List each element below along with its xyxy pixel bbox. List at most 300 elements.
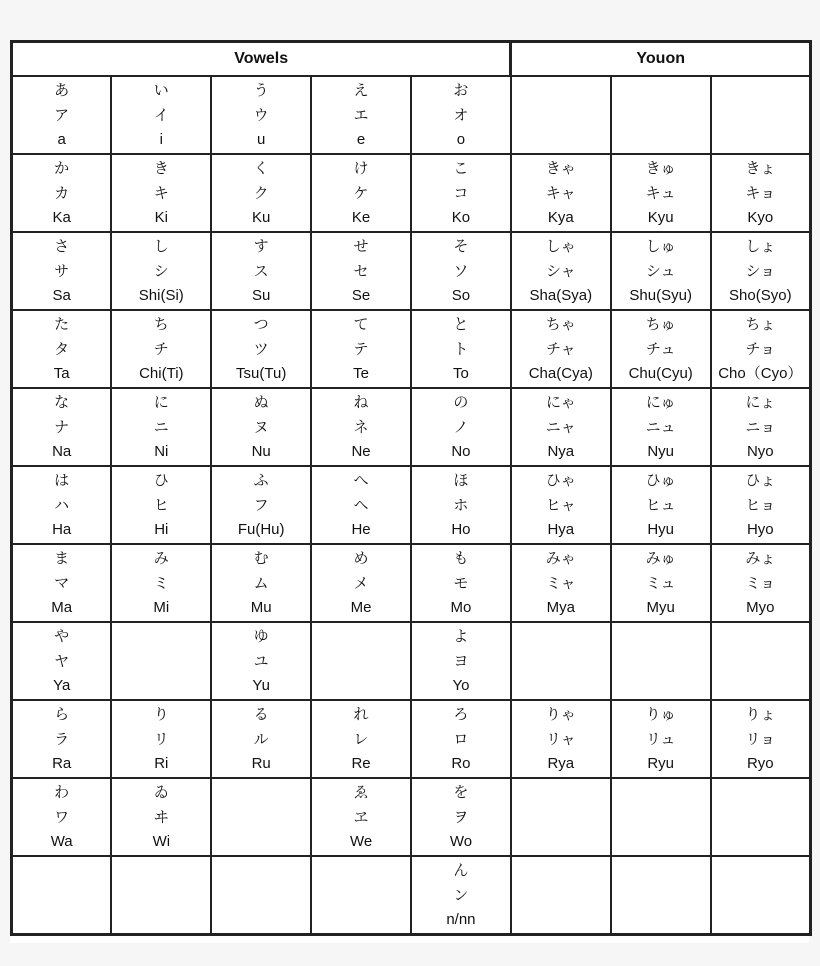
kana-cell [111, 778, 211, 856]
katakana: ニュ [645, 418, 676, 436]
table-row [12, 544, 811, 622]
katakana: キョ [745, 184, 776, 202]
kana-cell [411, 466, 511, 544]
romaji: Kya [547, 209, 574, 226]
katakana: コ [453, 184, 469, 202]
kana-cell [111, 232, 211, 310]
katakana: ト [453, 340, 469, 358]
hiragana: す [253, 237, 269, 255]
hiragana: ゆ [253, 627, 269, 645]
romaji: Ka [52, 209, 71, 226]
empty-cell [111, 622, 211, 700]
romaji: So [451, 287, 471, 304]
empty-cell [711, 76, 811, 154]
katakana: リ [153, 730, 169, 748]
kana-cell [12, 544, 112, 622]
kana-cell [411, 310, 511, 388]
hiragana: り [153, 705, 169, 723]
kana-cell-content [412, 79, 510, 151]
romaji: Yu [252, 677, 270, 694]
hiragana: め [353, 549, 369, 567]
romaji: No [451, 443, 471, 460]
hiragana: せ [353, 237, 369, 255]
kana-cell-content [13, 547, 110, 619]
romaji: Ro [451, 755, 471, 772]
hiragana: に [153, 393, 169, 411]
kana-cell [411, 232, 511, 310]
empty-cell [511, 778, 611, 856]
romaji: Ne [351, 443, 371, 460]
empty-cell [111, 856, 211, 935]
kana-cell-content [512, 313, 610, 385]
romaji: Ke [351, 209, 371, 226]
romaji: a [57, 131, 66, 148]
kana-cell [511, 154, 611, 232]
katakana: ツ [253, 340, 269, 358]
kana-cell-content [13, 391, 110, 463]
kana-cell [111, 154, 211, 232]
table-row [12, 310, 811, 388]
katakana: フ [253, 496, 269, 514]
hiragana: け [353, 159, 369, 177]
katakana: ワ [54, 808, 70, 826]
kana-cell-content [112, 391, 210, 463]
katakana: ノ [453, 418, 469, 436]
kana-cell [12, 778, 112, 856]
katakana: ナ [54, 418, 70, 436]
kana-cell-content [412, 547, 510, 619]
hiragana: そ [453, 237, 469, 255]
katakana: ヘ [353, 496, 369, 514]
table-row [12, 76, 811, 154]
empty-cell [711, 778, 811, 856]
kana-cell [211, 388, 311, 466]
romaji: Hyo [746, 521, 774, 538]
kana-cell [511, 544, 611, 622]
kana-cell-content [412, 391, 510, 463]
katakana: チ [153, 340, 169, 358]
katakana: ラ [54, 730, 70, 748]
kana-cell [111, 76, 211, 154]
kana-cell-content [112, 703, 210, 775]
kana-cell-content [212, 235, 310, 307]
kana-cell [111, 544, 211, 622]
hiragana: き [153, 159, 169, 177]
hiragana: は [54, 471, 70, 489]
hiragana: りゅ [645, 705, 676, 723]
romaji: Wo [449, 833, 473, 850]
empty-cell [12, 856, 112, 935]
hiragana: ま [54, 549, 70, 567]
kana-cell-content [13, 79, 110, 151]
romaji: Wi [152, 833, 171, 850]
youon-header: Youon [511, 42, 811, 77]
kana-cell [211, 466, 311, 544]
katakana: ヤ [54, 652, 70, 670]
katakana: メ [353, 574, 369, 592]
empty-cell [711, 856, 811, 935]
kana-cell [511, 310, 611, 388]
kana-cell [12, 700, 112, 778]
empty-cell [311, 622, 411, 700]
kana-cell-content [712, 469, 809, 541]
kana-cell [611, 310, 711, 388]
kana-cell [511, 388, 611, 466]
kana-cell [12, 622, 112, 700]
kana-cell-content [612, 469, 710, 541]
hiragana: きょ [745, 159, 776, 177]
katakana: ア [54, 106, 70, 124]
kana-cell-content [13, 703, 110, 775]
hiragana: ひゅ [645, 471, 676, 489]
romaji: Ta [53, 365, 70, 382]
romaji: Wa [50, 833, 73, 850]
kana-cell [311, 466, 411, 544]
hiragana: きゅ [645, 159, 676, 177]
romaji: Yo [452, 677, 470, 694]
hiragana: にゃ [545, 393, 576, 411]
romaji: Se [351, 287, 371, 304]
kana-cell [611, 700, 711, 778]
katakana: オ [453, 106, 469, 124]
romaji: Chu(Cyu) [628, 365, 693, 382]
kana-cell-content [212, 703, 310, 775]
hiragana: る [253, 705, 269, 723]
kana-chart [10, 40, 809, 943]
kana-cell-content [212, 313, 310, 385]
kana-cell-content [412, 157, 510, 229]
hiragana: お [453, 81, 469, 99]
kana-cell-content [112, 313, 210, 385]
hiragana: い [153, 81, 169, 99]
kana-cell-content [412, 469, 510, 541]
hiragana: て [353, 315, 369, 333]
kana-cell-content [612, 313, 710, 385]
katakana: シュ [645, 262, 676, 280]
kana-cell [111, 310, 211, 388]
kana-cell [411, 778, 511, 856]
hiragana: ね [353, 393, 369, 411]
katakana: ニョ [745, 418, 776, 436]
romaji: i [159, 131, 163, 148]
katakana: ム [253, 574, 269, 592]
kana-cell [611, 154, 711, 232]
hiragana: さ [54, 237, 70, 255]
kana-cell-content [13, 781, 110, 853]
kana-cell [311, 232, 411, 310]
katakana: ス [253, 262, 269, 280]
hiragana: も [453, 549, 469, 567]
kana-cell-content [112, 157, 210, 229]
kana-cell-content [312, 313, 410, 385]
romaji: Ryo [746, 755, 774, 772]
romaji: Nya [547, 443, 575, 460]
katakana: ショ [745, 262, 776, 280]
kana-cell [12, 76, 112, 154]
kana-cell [511, 466, 611, 544]
empty-cell [611, 778, 711, 856]
katakana: ミ [153, 574, 169, 592]
romaji: o [456, 131, 466, 148]
hiragana: や [54, 627, 70, 645]
katakana: ケ [353, 184, 369, 202]
hiragana: ふ [253, 471, 269, 489]
hiragana: あ [54, 81, 70, 99]
hiragana: みゅ [645, 549, 676, 567]
romaji: Ri [154, 755, 169, 772]
katakana: キュ [645, 184, 676, 202]
hiragana: りょ [745, 705, 776, 723]
table-row [12, 154, 811, 232]
empty-cell [311, 856, 411, 935]
kana-cell-content [13, 625, 110, 697]
kana-cell [411, 388, 511, 466]
kana-cell [411, 700, 511, 778]
hiragana: ひ [153, 471, 169, 489]
katakana: ホ [453, 496, 469, 514]
romaji: Ryu [647, 755, 675, 772]
romaji: Hi [154, 521, 169, 538]
kana-cell-content [512, 391, 610, 463]
kana-cell-content [212, 469, 310, 541]
katakana: ソ [453, 262, 469, 280]
kana-cell [12, 310, 112, 388]
table-row [12, 622, 811, 700]
kana-cell-content [612, 547, 710, 619]
romaji: Nyu [647, 443, 675, 460]
kana-cell [611, 232, 711, 310]
hiragana: ゐ [153, 783, 169, 801]
table-row [12, 388, 811, 466]
kana-cell [511, 700, 611, 778]
romaji: Cha(Cya) [528, 365, 593, 382]
table-row [12, 778, 811, 856]
hiragana: ちゅ [645, 315, 676, 333]
hiragana: ぬ [253, 393, 269, 411]
kana-cell-content [312, 469, 410, 541]
katakana: ロ [453, 730, 469, 748]
kana-cell-content [612, 703, 710, 775]
katakana: リュ [645, 730, 676, 748]
hiragana: と [453, 315, 469, 333]
kana-cell-content [412, 235, 510, 307]
romaji: Me [350, 599, 372, 616]
hiragana: み [153, 549, 169, 567]
hiragana: ひょ [745, 471, 776, 489]
kana-cell-content [212, 547, 310, 619]
kana-cell [611, 544, 711, 622]
romaji: Myu [646, 599, 675, 616]
katakana: タ [54, 340, 70, 358]
hiragana: しょ [745, 237, 776, 255]
kana-cell-content [212, 391, 310, 463]
hiragana: にょ [745, 393, 776, 411]
romaji: Sha(Sya) [529, 287, 593, 304]
romaji: Tsu(Tu) [236, 365, 287, 382]
romaji: Ru [251, 755, 271, 772]
hiragana: ろ [453, 705, 469, 723]
kana-cell [411, 76, 511, 154]
kana-cell-content [112, 235, 210, 307]
katakana: ヰ [153, 808, 169, 826]
kana-cell-content [512, 469, 610, 541]
romaji: Fu(Hu) [237, 521, 285, 538]
kana-cell [711, 154, 811, 232]
katakana: ウ [253, 106, 269, 124]
kana-cell [311, 76, 411, 154]
kana-cell-content [612, 391, 710, 463]
romaji: e [356, 131, 366, 148]
table-row [12, 700, 811, 778]
katakana: サ [54, 262, 70, 280]
kana-cell [12, 466, 112, 544]
kana-cell [311, 154, 411, 232]
kana-cell [711, 388, 811, 466]
katakana: ク [253, 184, 269, 202]
vowels-header: Vowels [12, 42, 511, 77]
kana-table [10, 40, 812, 936]
kana-cell [611, 388, 711, 466]
hiragana: ちょ [745, 315, 776, 333]
kana-cell-content [112, 781, 210, 853]
hiragana: みゃ [545, 549, 576, 567]
table-row [12, 232, 811, 310]
kana-cell [211, 310, 311, 388]
kana-cell [311, 778, 411, 856]
romaji: Mu [250, 599, 272, 616]
romaji: Ya [53, 677, 71, 694]
katakana: モ [453, 574, 469, 592]
kana-cell-content [712, 391, 809, 463]
romaji: Sa [52, 287, 71, 304]
kana-cell-content [212, 79, 310, 151]
kana-cell [711, 232, 811, 310]
katakana: イ [153, 106, 169, 124]
katakana: エ [353, 106, 369, 124]
table-row [12, 466, 811, 544]
hiragana: つ [253, 315, 269, 333]
romaji: Ni [154, 443, 169, 460]
romaji: Mya [546, 599, 575, 616]
kana-cell [711, 700, 811, 778]
hiragana: きゃ [545, 159, 576, 177]
katakana: セ [353, 262, 369, 280]
romaji: Shi(Si) [138, 287, 184, 304]
hiragana: しゅ [645, 237, 676, 255]
hiragana: れ [353, 705, 369, 723]
kana-rows [12, 76, 811, 935]
kana-cell [111, 700, 211, 778]
kana-cell-content [612, 157, 710, 229]
kana-cell [211, 154, 311, 232]
romaji: Rya [547, 755, 575, 772]
kana-cell-content [212, 625, 310, 697]
kana-cell-content [512, 157, 610, 229]
kana-cell [611, 466, 711, 544]
hiragana: ほ [453, 471, 469, 489]
kana-cell-content [512, 547, 610, 619]
empty-cell [511, 856, 611, 935]
kana-cell-content [112, 469, 210, 541]
katakana: キャ [545, 184, 576, 202]
hiragana: か [54, 159, 70, 177]
kana-cell-content [612, 235, 710, 307]
katakana: ニ [153, 418, 169, 436]
kana-cell-content [112, 547, 210, 619]
katakana: ヒャ [545, 496, 576, 514]
katakana: リョ [745, 730, 776, 748]
katakana: ヲ [453, 808, 469, 826]
katakana: ハ [54, 496, 70, 514]
kana-cell [111, 466, 211, 544]
katakana: チャ [546, 340, 576, 358]
katakana: ヨ [453, 652, 469, 670]
romaji: Su [252, 287, 271, 304]
hiragana: く [253, 159, 269, 177]
romaji: Ra [52, 755, 72, 772]
romaji: Te [353, 365, 369, 382]
katakana: ユ [253, 652, 269, 670]
kana-cell [311, 700, 411, 778]
hiragana: む [253, 549, 269, 567]
katakana: レ [353, 730, 369, 748]
kana-cell [411, 154, 511, 232]
romaji: Ku [252, 209, 271, 226]
romaji: Nu [251, 443, 271, 460]
hiragana: ひゃ [545, 471, 576, 489]
romaji: Ma [51, 599, 73, 616]
kana-cell [211, 544, 311, 622]
katakana: チュ [645, 340, 676, 358]
romaji: Hya [547, 521, 575, 538]
kana-cell [711, 544, 811, 622]
katakana: キ [153, 184, 169, 202]
kana-cell-content [712, 547, 809, 619]
romaji: Kyu [647, 209, 674, 226]
romaji: Sho(Syo) [729, 287, 792, 304]
kana-cell [311, 544, 411, 622]
kana-cell [211, 76, 311, 154]
katakana: テ [353, 340, 369, 358]
hiragana: りゃ [545, 705, 576, 723]
kana-cell-content [112, 79, 210, 151]
kana-cell-content [412, 703, 510, 775]
kana-cell-content [712, 157, 809, 229]
katakana: リャ [546, 730, 576, 748]
kana-cell-content [712, 313, 809, 385]
empty-cell [211, 856, 311, 935]
romaji: Mo [450, 599, 472, 616]
kana-cell-content [512, 703, 610, 775]
hiragana: こ [453, 159, 469, 177]
katakana: チョ [745, 340, 776, 358]
romaji: He [351, 521, 371, 538]
hiragana: ら [54, 705, 70, 723]
hiragana: しゃ [545, 237, 576, 255]
hiragana: わ [54, 783, 70, 801]
romaji: Nyo [746, 443, 774, 460]
romaji: u [257, 131, 266, 148]
katakana: ヒ [153, 496, 169, 514]
kana-cell [711, 466, 811, 544]
empty-cell [611, 622, 711, 700]
kana-cell-content [412, 313, 510, 385]
hiragana: う [253, 81, 269, 99]
empty-cell [611, 856, 711, 935]
romaji: Na [52, 443, 72, 460]
empty-cell [211, 778, 311, 856]
romaji: n/nn [446, 911, 476, 928]
